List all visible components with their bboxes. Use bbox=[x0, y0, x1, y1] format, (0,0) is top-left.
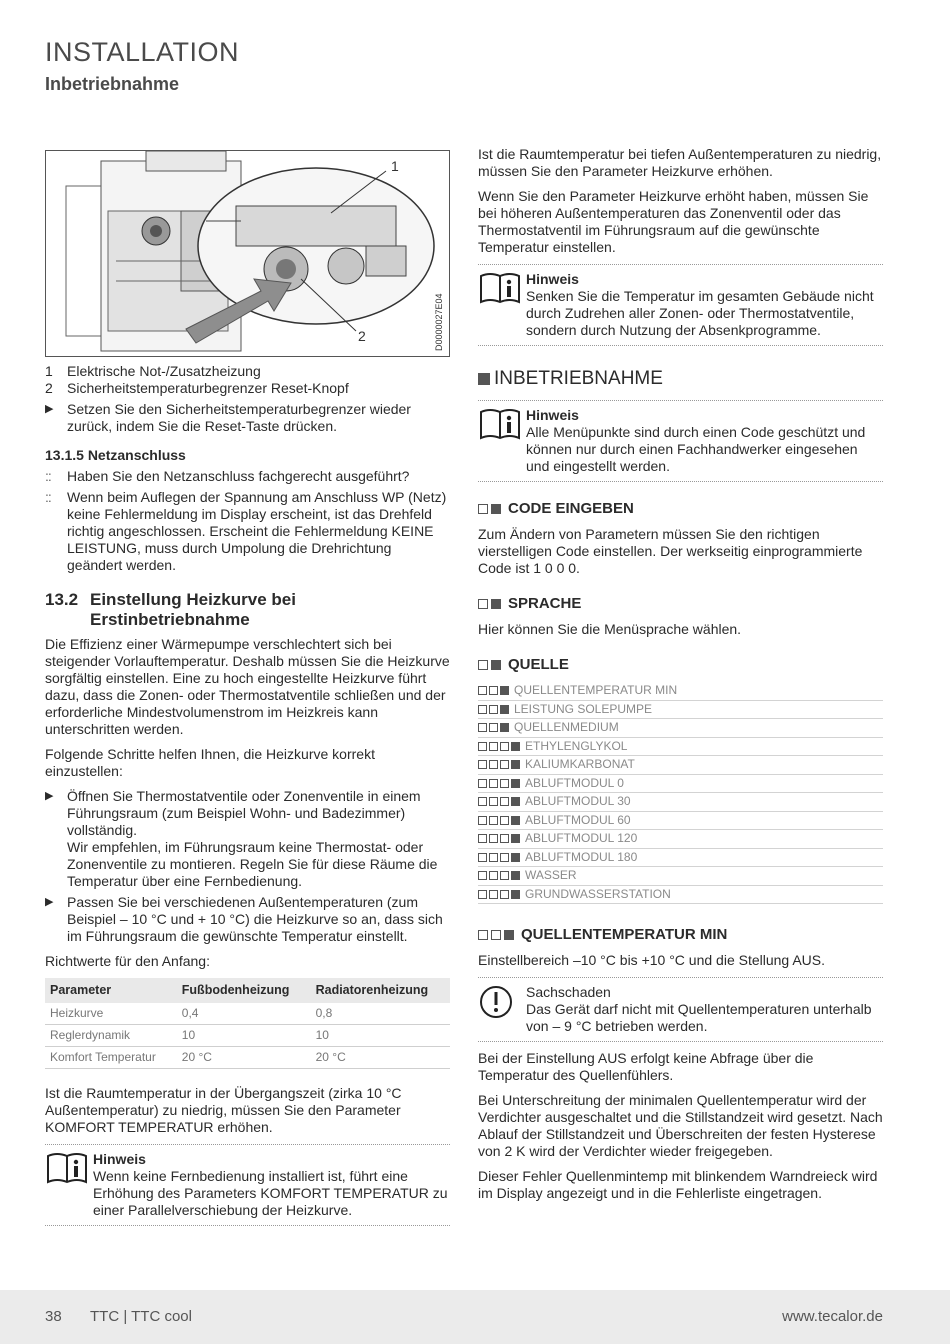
triangle-bullet-icon: ▶ bbox=[45, 896, 54, 908]
menu-tree-label: WASSER bbox=[525, 868, 577, 883]
filled-square-icon bbox=[491, 660, 501, 670]
sprache-heading: SPRACHE bbox=[478, 595, 883, 613]
paragraph: Hier können Sie die Menüsprache wählen. bbox=[478, 621, 742, 637]
menu-tree-label: ABLUFTMODUL 120 bbox=[525, 831, 638, 846]
exclamation-circle-icon bbox=[478, 984, 526, 1035]
empty-square-icon bbox=[478, 760, 487, 769]
menu-tree-label: ABLUFTMODUL 0 bbox=[525, 775, 624, 790]
menu-tree-row bbox=[478, 738, 883, 757]
page-title: INSTALLATION bbox=[45, 37, 240, 67]
quellentemperatur-min-heading: QUELLENTEMPERATUR MIN bbox=[478, 926, 883, 944]
menu-tree-label: GRUNDWASSERSTATION bbox=[525, 886, 671, 901]
empty-square-icon bbox=[478, 742, 487, 751]
menu-tree-row bbox=[478, 775, 883, 794]
empty-square-icon bbox=[478, 504, 488, 514]
right-column bbox=[478, 146, 883, 1210]
paragraph: Zum Ändern von Parametern müssen Sie den richtigen vierstelligen Code einstellen. Der werkseitig einprogrammierte Code ist 1 0 0 0. bbox=[478, 526, 863, 576]
paragraph: Bei Unterschreitung der minimalen Quellentemperatur wird der Verdichter ausgeschaltet und die Stillstandzeit wird gesetzt. Nach Ablauf der Stillstandzeit und Überschreiten der festen Hysterese von 2 K wird der Verdichter wieder freigegeben. bbox=[478, 1092, 883, 1159]
checklist-item: :: Haben Sie den Netzanschluss fachgerecht ausgeführt? bbox=[45, 468, 410, 484]
menu-tree-label: QUELLENTEMPERATUR MIN bbox=[514, 683, 678, 698]
menu-tree-row bbox=[478, 719, 883, 738]
empty-square-icon bbox=[500, 853, 509, 862]
settings-table: Parameter Fußbodenheizung Radiatorenheizung Heizkurve 0,4 0,8 Reglerdynamik 10 10 Komfort Temperatur 20 °C 20 °C bbox=[45, 978, 450, 1069]
empty-square-icon bbox=[500, 797, 509, 806]
menu-tree-label: ABLUFTMODUL 60 bbox=[525, 812, 631, 827]
empty-square-icon bbox=[500, 871, 509, 880]
quelle-menu-tree bbox=[478, 682, 883, 904]
reset-step: ▶ Setzen Sie den Sicherheitstemperaturbegrenzer wieder zurück, indem Sie die Reset-Taste drücken. bbox=[45, 401, 411, 434]
paragraph: Folgende Schritte helfen Ihnen, die Heizkurve korrekt einzustellen: bbox=[45, 746, 375, 779]
inbetriebnahme-heading: INBETRIEBNAHME bbox=[478, 368, 883, 390]
paragraph: Ist die Raumtemperatur bei tiefen Außentemperaturen zu niedrig, müssen Sie den Parameter Heizkurve erhöhen. bbox=[478, 146, 882, 179]
website-link[interactable]: www.tecalor.de bbox=[782, 1308, 883, 1325]
empty-square-icon bbox=[478, 723, 487, 732]
empty-square-icon bbox=[489, 853, 498, 862]
warning-box: Sachschaden Das Gerät darf nicht mit Quellentemperaturen unterhalb von – 9 °C betrieben werden. bbox=[478, 977, 883, 1042]
paragraph: Die Effizienz einer Wärmepumpe verschlechtert sich bei steigender Vorlauftemperatur. Deshalb müssen Sie die Heizkurve sorgfältig einstellen. Eine zu hoch eingestellte Heizkurve führt dazu, dass die Zonen- oder Thermostatventile schließen und der erforderliche Mindestvolumenstrom im Heizkreis kann unterschritten werden. bbox=[45, 636, 450, 737]
empty-square-icon bbox=[489, 705, 498, 714]
table-row: Reglerdynamik 10 10 bbox=[45, 1025, 450, 1047]
empty-square-icon bbox=[478, 816, 487, 825]
empty-square-icon bbox=[500, 779, 509, 788]
filled-square-icon bbox=[511, 871, 520, 880]
filled-square-icon bbox=[511, 834, 520, 843]
checklist-item: :: Wenn beim Auflegen der Spannung am Anschluss WP (Netz) keine Fehlermeldung im Display erscheint, ist das Drehfeld richtig angeschlossen. Erscheint die Fehlermeldung KEINE LEISTUNG, muss durch Umpolung die Drehrichtung geändert werden. bbox=[45, 489, 447, 573]
empty-square-icon bbox=[489, 742, 498, 751]
empty-square-icon bbox=[489, 797, 498, 806]
product-name: TTC | TTC cool bbox=[90, 1308, 192, 1325]
empty-square-icon bbox=[478, 797, 487, 806]
step-item: ▶ Passen Sie bei verschiedenen Außentemperaturen (zum Beispiel – 10 °C und + 10 °C) die Heizkurve so an, dass sich im Führungsraum die gewünschte Temperatur einstellt. bbox=[45, 894, 443, 944]
empty-square-icon bbox=[478, 660, 488, 670]
filled-square-icon bbox=[511, 760, 520, 769]
menu-tree-row bbox=[478, 812, 883, 831]
filled-square-icon bbox=[491, 504, 501, 514]
empty-square-icon bbox=[478, 853, 487, 862]
paragraph: Einstellbereich –10 °C bis +10 °C und die Stellung AUS. bbox=[478, 952, 826, 968]
filled-square-icon bbox=[511, 742, 520, 751]
empty-square-icon bbox=[489, 760, 498, 769]
filled-square-icon bbox=[478, 373, 490, 385]
figure-callout-1: 1 bbox=[391, 158, 399, 174]
empty-square-icon bbox=[500, 834, 509, 843]
filled-square-icon bbox=[500, 723, 509, 732]
paragraph: Wenn Sie den Parameter Heizkurve erhöht haben, müssen Sie bei höheren Außentemperaturen das Zonenventil oder das Thermostatventil im Führungsraum auf die gewünschte Temperatur einstellen. bbox=[478, 188, 869, 255]
filled-square-icon bbox=[504, 930, 514, 940]
empty-square-icon bbox=[478, 930, 488, 940]
empty-square-icon bbox=[489, 779, 498, 788]
empty-square-icon bbox=[489, 816, 498, 825]
info-book-icon bbox=[478, 407, 526, 475]
filled-square-icon bbox=[500, 686, 509, 695]
empty-square-icon bbox=[478, 779, 487, 788]
empty-square-icon bbox=[478, 871, 487, 880]
empty-square-icon bbox=[500, 760, 509, 769]
empty-square-icon bbox=[478, 834, 487, 843]
figure-code: D0000027E04 bbox=[434, 293, 444, 351]
empty-square-icon bbox=[478, 705, 487, 714]
menu-tree-label: QUELLENMEDIUM bbox=[514, 720, 619, 735]
empty-square-icon bbox=[489, 834, 498, 843]
info-book-icon bbox=[478, 271, 526, 339]
menu-tree-label: ETHYLENGLYKOL bbox=[525, 738, 628, 753]
check-dots-icon: :: bbox=[45, 489, 51, 505]
menu-tree-row bbox=[478, 830, 883, 849]
note-box: Hinweis Alle Menüpunkte sind durch einen Code geschützt und können nur durch einen Fachhandwerker eingesehen und eingestellt werden. bbox=[478, 400, 883, 482]
note-box: Hinweis Senken Sie die Temperatur im gesamten Gebäude nicht durch Zudrehen aller Zonen- oder Thermostatventile, sondern durch Nutzung der Absenkprogramme. bbox=[478, 264, 883, 346]
netzanschluss-heading: 13.1.5 Netzanschluss bbox=[45, 447, 186, 463]
empty-square-icon bbox=[500, 890, 509, 899]
menu-tree-label: KALIUMKARBONAT bbox=[525, 757, 635, 772]
code-heading: CODE EINGEBEN bbox=[478, 500, 883, 518]
legend-item: 1 Elektrische Not-/Zusatzheizung bbox=[45, 363, 261, 379]
menu-tree-label: LEISTUNG SOLEPUMPE bbox=[514, 701, 653, 716]
empty-square-icon bbox=[478, 599, 488, 609]
note-box: Hinweis Wenn keine Fernbedienung installiert ist, führt eine Erhöhung des Parameters KOMFORT TEMPERATUR zu einer Parallelverschiebung der Heizkurve. bbox=[45, 1144, 450, 1226]
menu-tree-row bbox=[478, 886, 883, 905]
table-row: Komfort Temperatur 20 °C 20 °C bbox=[45, 1047, 450, 1069]
empty-square-icon bbox=[500, 742, 509, 751]
menu-tree-row bbox=[478, 793, 883, 812]
menu-tree-row bbox=[478, 682, 883, 701]
empty-square-icon bbox=[500, 816, 509, 825]
empty-square-icon bbox=[489, 723, 498, 732]
paragraph: Ist die Raumtemperatur in der Übergangszeit (zirka 10 °C Außentemperatur) zu niedrig, müssen Sie den Parameter KOMFORT TEMPERATUR erhöhen. bbox=[45, 1085, 402, 1135]
paragraph: Bei der Einstellung AUS erfolgt keine Abfrage über die Temperatur des Quellenfühlers. bbox=[478, 1050, 814, 1083]
menu-tree-label: ABLUFTMODUL 30 bbox=[525, 794, 631, 809]
paragraph: Dieser Fehler Quellenmintemp mit blinkendem Warndreieck wird im Display angezeigt und in die Fehlerliste eingetragen. bbox=[478, 1168, 878, 1201]
empty-square-icon bbox=[478, 890, 487, 899]
menu-tree-label: ABLUFTMODUL 180 bbox=[525, 849, 638, 864]
menu-tree-row bbox=[478, 701, 883, 720]
legend-item: 2 Sicherheitstemperaturbegrenzer Reset-Knopf bbox=[45, 380, 349, 396]
empty-square-icon bbox=[489, 890, 498, 899]
figure-legend bbox=[45, 363, 450, 397]
filled-square-icon bbox=[491, 599, 501, 609]
filled-square-icon bbox=[511, 853, 520, 862]
page-subtitle: Inbetriebnahme bbox=[45, 74, 180, 94]
filled-square-icon bbox=[511, 816, 520, 825]
empty-square-icon bbox=[489, 871, 498, 880]
triangle-bullet-icon: ▶ bbox=[45, 790, 54, 802]
menu-tree-row bbox=[478, 849, 883, 868]
filled-square-icon bbox=[511, 779, 520, 788]
info-book-icon bbox=[45, 1151, 93, 1219]
page-number: 38 bbox=[45, 1308, 62, 1325]
figure-callout-2: 2 bbox=[358, 328, 366, 344]
installation-figure bbox=[45, 150, 450, 357]
triangle-bullet-icon: ▶ bbox=[45, 403, 54, 415]
device-illustration bbox=[46, 151, 449, 356]
check-dots-icon: :: bbox=[45, 468, 51, 484]
menu-tree-row bbox=[478, 756, 883, 775]
filled-square-icon bbox=[511, 890, 520, 899]
quelle-heading: QUELLE bbox=[478, 656, 883, 674]
table-intro: Richtwerte für den Anfang: bbox=[45, 953, 210, 969]
step-item: ▶ Öffnen Sie Thermostatventile oder Zonenventile in einem Führungsraum (zum Beispiel Wohn- und Badezimmer) vollständig. Wir empfehlen, im Führungsraum keine Thermostat- oder Zonenventile zu montieren. Regeln Sie für diese Räume die Temperatur über eine Fernbedienung. bbox=[45, 788, 438, 889]
empty-square-icon bbox=[478, 686, 487, 695]
section-heading-13-2: 13.2 Einstellung Heizkurve bei Erstinbetriebnahme bbox=[45, 590, 296, 629]
empty-square-icon bbox=[491, 930, 501, 940]
table-row: Heizkurve 0,4 0,8 bbox=[45, 1003, 450, 1025]
left-column bbox=[45, 150, 450, 1234]
empty-square-icon bbox=[489, 686, 498, 695]
filled-square-icon bbox=[500, 705, 509, 714]
page-footer bbox=[0, 1290, 950, 1344]
filled-square-icon bbox=[511, 797, 520, 806]
menu-tree-row bbox=[478, 867, 883, 886]
